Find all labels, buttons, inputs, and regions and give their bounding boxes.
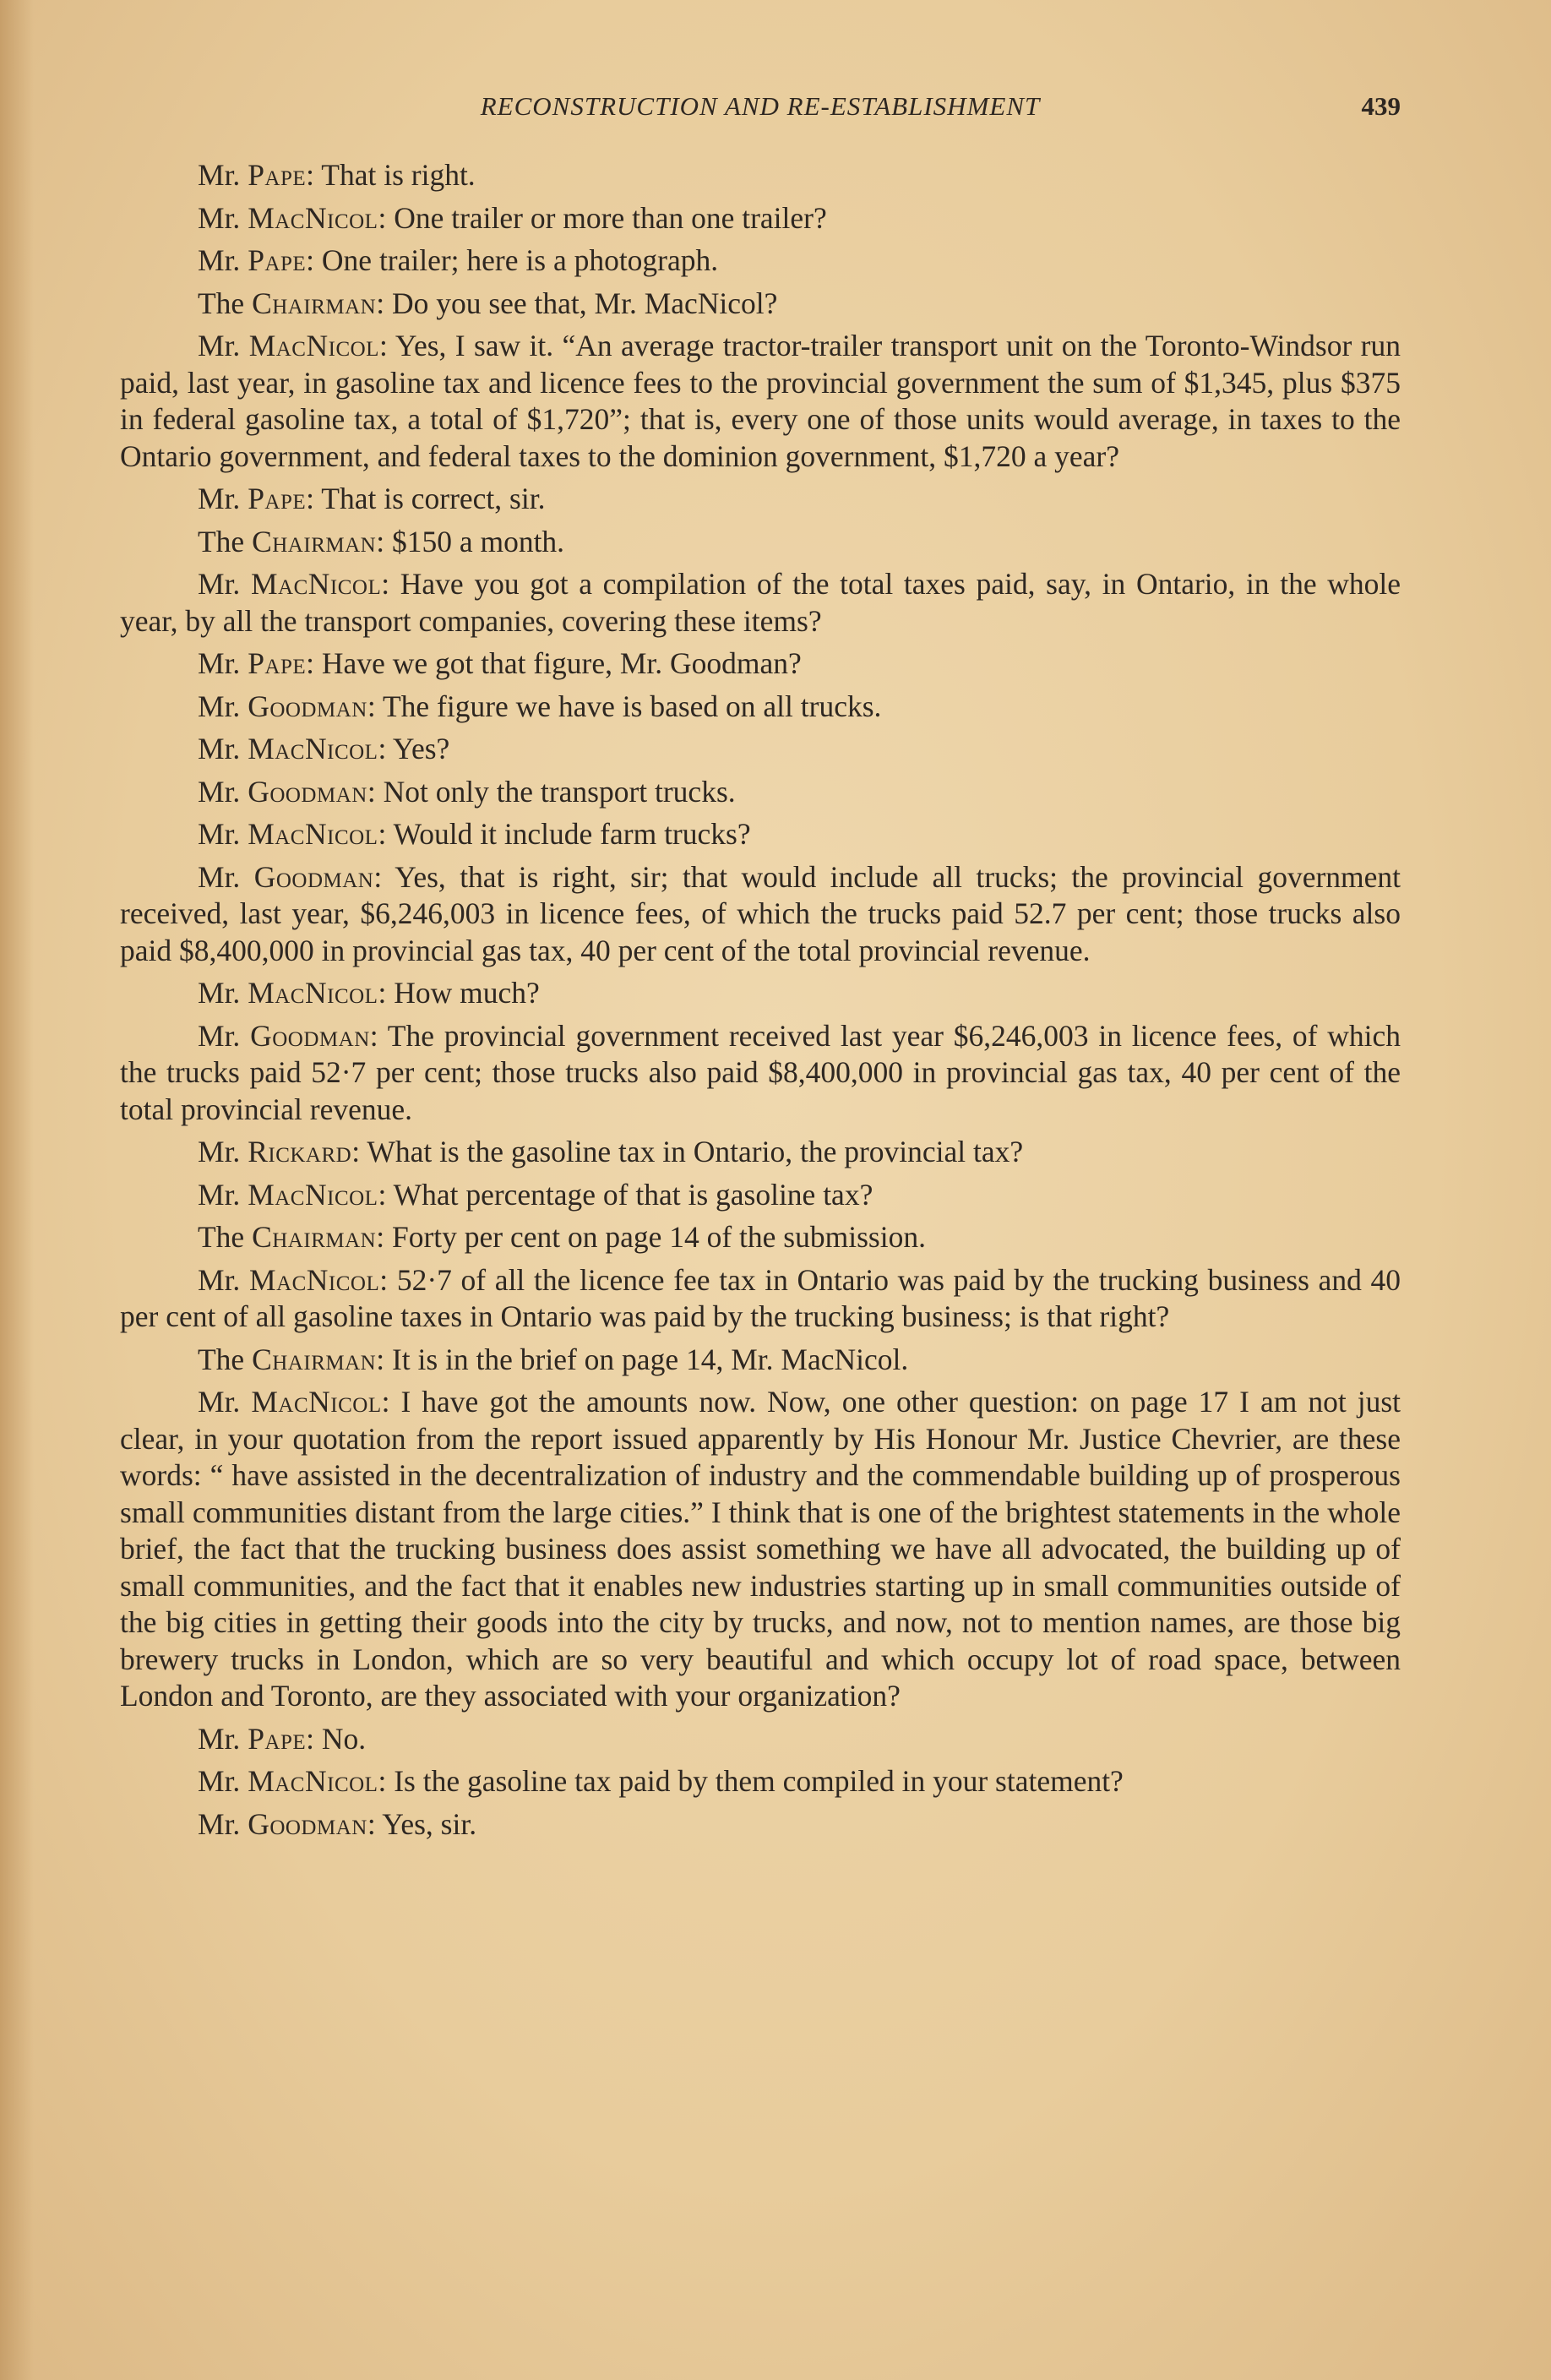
dialogue-paragraph: Mr. MacNicol: One trailer or more than one trailer? bbox=[198, 200, 827, 235]
dialogue-paragraph: The Chairman: Forty per cent on page 14 of the submission. bbox=[198, 1220, 926, 1254]
speech-text: One trailer or more than one trailer? bbox=[394, 200, 827, 235]
speaker-name: Rickard bbox=[248, 1135, 352, 1168]
speaker-name: Pape bbox=[248, 646, 307, 680]
transcript-body bbox=[120, 157, 1401, 1849]
speaker-name: Pape bbox=[248, 243, 307, 277]
speaker-title: Mr. bbox=[198, 976, 241, 1010]
dialogue-paragraph: Mr. MacNicol: Would it include farm trucks? bbox=[198, 817, 751, 851]
speaker-name: MacNicol bbox=[248, 200, 378, 235]
speaker-title: Mr. bbox=[198, 1764, 241, 1798]
speaker-title: Mr. bbox=[198, 1385, 241, 1419]
speaker-name: Goodman bbox=[248, 689, 367, 723]
speaker-title: The bbox=[198, 1220, 245, 1254]
speech-text: Do you see that, Mr. MacNicol? bbox=[391, 286, 778, 320]
speech-text: Not only the transport trucks. bbox=[383, 774, 736, 809]
speaker-name: Chairman bbox=[252, 524, 377, 558]
speaker-title: The bbox=[198, 1342, 245, 1376]
speech-text: I have got the amounts now. Now, one other question: on page 17 I am not just clear, in your quotation from the report issued apparently by His Honour Mr. Justice Chevrier, are these words: “ have assisted in the decentralization of industry and the commendable building up of prosperous small communities distant from the large cities.” I think that is one of the brightest statements in the whole brief, the fact that the trucking business does assist something we have all advocated, the building up of small communities, and the fact that it enables new industries starting up in small communities outside of the big cities in getting their goods into the city by trucks, and now, not to mention names, are those big brewery trucks in London, which are so very beautiful and which occupy lot of road space, between London and Toronto, are they associated with your organization? bbox=[120, 1385, 1401, 1713]
dialogue-paragraph: Mr. Goodman: Yes, sir. bbox=[198, 1806, 477, 1841]
page-number: 439 bbox=[1361, 91, 1401, 121]
running-title: RECONSTRUCTION AND RE-ESTABLISHMENT bbox=[480, 91, 1041, 121]
dialogue-paragraph: Mr. Pape: That is right. bbox=[198, 158, 476, 192]
speech-text: Have you got a compilation of the total taxes paid, say, in Ontario, in the whole year, by all the transport companies, covering these items? bbox=[120, 567, 1401, 638]
speech-text: Is the gasoline tax paid by them compiled in your statement? bbox=[394, 1764, 1124, 1798]
speaker-name: MacNicol bbox=[248, 1177, 378, 1212]
speaker-title: Mr. bbox=[198, 1018, 241, 1053]
dialogue-paragraph: Mr. Rickard: What is the gasoline tax in Ontario, the provincial tax? bbox=[198, 1135, 1024, 1168]
speech-text: Forty per cent on page 14 of the submission. bbox=[391, 1220, 926, 1254]
dialogue-paragraph: Mr. Goodman: Not only the transport trucks. bbox=[198, 774, 736, 809]
speaker-title: Mr. bbox=[198, 774, 241, 809]
speech-text: One trailer; here is a photograph. bbox=[321, 243, 719, 277]
speech-text: Would it include farm trucks? bbox=[393, 817, 751, 851]
speaker-title: Mr. bbox=[198, 200, 241, 235]
dialogue-paragraph: The Chairman: $150 a month. bbox=[198, 524, 565, 558]
speaker-title: Mr. bbox=[198, 243, 241, 277]
speaker-name: Goodman bbox=[250, 1018, 370, 1053]
page-header bbox=[120, 91, 1401, 133]
speaker-title: Mr. bbox=[198, 1177, 241, 1212]
dialogue-paragraph: Mr. Goodman: The provincial government received last year $6,246,003 in licence fees, of which the trucks paid 52·7 per cent; those trucks also paid $8,400,000 in provincial gas tax, 40 per cent of the total provincial revenue. bbox=[120, 1018, 1401, 1126]
dialogue-paragraph: Mr. Pape: That is correct, sir. bbox=[198, 482, 546, 515]
speech-text: Yes, I saw it. “An average tractor-trailer transport unit on the Toronto-Windsor run paid, last year, in gasoline tax and licence fees to the provincial government the sum of $1,345, plus $375 in federal gasoline tax, a total of $1,720”; that is, every one of those units would average, in taxes to the Ontario government, and federal taxes to the dominion government, $1,720 a year? bbox=[120, 329, 1401, 473]
speaker-name: Pape bbox=[248, 482, 307, 515]
speaker-name: MacNicol bbox=[248, 732, 378, 765]
speaker-title: The bbox=[198, 524, 245, 558]
speaker-name: Goodman bbox=[248, 1806, 367, 1841]
speaker-name: Goodman bbox=[248, 774, 367, 809]
dialogue-paragraph: Mr. MacNicol: Yes? bbox=[198, 732, 450, 765]
speaker-title: Mr. bbox=[198, 1806, 241, 1841]
speech-text: Have we got that figure, Mr. Goodman? bbox=[321, 646, 802, 680]
speaker-title: Mr. bbox=[198, 1262, 241, 1297]
dialogue-paragraph: Mr. Pape: Have we got that figure, Mr. Goodman? bbox=[198, 646, 802, 680]
speaker-name: MacNicol bbox=[248, 329, 379, 362]
speech-text: $150 a month. bbox=[391, 524, 565, 558]
speaker-name: MacNicol bbox=[248, 1764, 378, 1798]
speaker-name: MacNicol bbox=[248, 976, 378, 1010]
speech-text: That is right. bbox=[321, 158, 476, 192]
speaker-name: Chairman bbox=[252, 1342, 377, 1376]
speech-text: Yes? bbox=[392, 732, 450, 765]
dialogue-paragraph: Mr. MacNicol: Is the gasoline tax paid by them compiled in your statement? bbox=[198, 1764, 1124, 1798]
speaker-name: Pape bbox=[248, 1721, 307, 1756]
speaker-title: Mr. bbox=[198, 482, 241, 515]
speech-text: What is the gasoline tax in Ontario, the provincial tax? bbox=[367, 1135, 1024, 1168]
speaker-title: Mr. bbox=[198, 329, 241, 362]
speaker-name: Goodman bbox=[253, 859, 374, 894]
dialogue-paragraph: Mr. Goodman: Yes, that is right, sir; that would include all trucks; the provincial government received, last year, $6,246,003 in licence fees, of which the trucks paid 52.7 per cent; those trucks also paid $8,400,000 in provincial gas tax, 40 per cent of the total provincial revenue. bbox=[120, 859, 1401, 967]
speech-text: The provincial government received last year $6,246,003 in licence fees, of which the trucks paid 52·7 per cent; those trucks also paid $8,400,000 in provincial gas tax, 40 per cent of the total provincial revenue. bbox=[120, 1018, 1401, 1126]
speaker-name: MacNicol bbox=[250, 567, 382, 601]
dialogue-paragraph: Mr. Goodman: The figure we have is based on all trucks. bbox=[198, 689, 882, 723]
speech-text: It is in the brief on page 14, Mr. MacNicol. bbox=[391, 1342, 909, 1376]
dialogue-paragraph: The Chairman: Do you see that, Mr. MacNicol? bbox=[198, 286, 778, 320]
dialogue-paragraph: Mr. MacNicol: Have you got a compilation of the total taxes paid, say, in Ontario, in the whole year, by all the transport companies, covering these items? bbox=[120, 567, 1401, 638]
speaker-name: MacNicol bbox=[249, 1262, 380, 1297]
speaker-title: Mr. bbox=[198, 689, 241, 723]
speech-text: 52·7 of all the licence fee tax in Ontario was paid by the trucking business and 40 per cent of all gasoline taxes in Ontario was paid by the trucking business; is that right? bbox=[120, 1262, 1401, 1333]
speaker-title: Mr. bbox=[198, 1721, 241, 1756]
speech-text: That is correct, sir. bbox=[321, 482, 546, 515]
speaker-name: MacNicol bbox=[248, 817, 378, 851]
speaker-title: Mr. bbox=[198, 158, 241, 192]
speech-text: Yes, that is right, sir; that would include all trucks; the provincial government received, last year, $6,246,003 in licence fees, of which the trucks paid 52.7 per cent; those trucks also paid $8,400,000 in provincial gas tax, 40 per cent of the total provincial revenue. bbox=[120, 859, 1401, 967]
dialogue-paragraph: Mr. MacNicol: I have got the amounts now. Now, one other question: on page 17 I am not just clear, in your quotation from the report issued apparently by His Honour Mr. Justice Chevrier, are these words: “ have assisted in the decentralization of industry and the commendable building up of prosperous small communities distant from the large cities.” I think that is one of the brightest statements in the whole brief, the fact that the trucking business does assist something we have all advocated, the building up of small communities, and the fact that it enables new industries starting up in small communities outside of the big cities in getting their goods into the city by trucks, and now, not to mention names, are those big brewery trucks in London, which are so very beautiful and which occupy lot of road space, between London and Toronto, are they associated with your organization? bbox=[120, 1385, 1401, 1713]
speech-text: What percentage of that is gasoline tax? bbox=[393, 1177, 873, 1212]
dialogue-paragraph: The Chairman: It is in the brief on page 14, Mr. MacNicol. bbox=[198, 1342, 909, 1376]
speaker-title: Mr. bbox=[198, 817, 241, 851]
speech-text: Yes, sir. bbox=[382, 1806, 477, 1841]
dialogue-paragraph: Mr. MacNicol: Yes, I saw it. “An average tractor-trailer transport unit on the Toronto-Windsor run paid, last year, in gasoline tax and licence fees to the provincial government the sum of $1,345, plus $375 in federal gasoline tax, a total of $1,720”; that is, every one of those units would average, in taxes to the Ontario government, and federal taxes to the dominion government, $1,720 a year? bbox=[120, 329, 1401, 473]
speech-text: No. bbox=[321, 1721, 367, 1756]
speech-text: How much? bbox=[394, 976, 540, 1010]
speaker-title: The bbox=[198, 286, 245, 320]
speech-text: The figure we have is based on all trucks. bbox=[382, 689, 882, 723]
dialogue-paragraph: Mr. MacNicol: How much? bbox=[198, 976, 540, 1010]
dialogue-paragraph: Mr. Pape: One trailer; here is a photograph. bbox=[198, 243, 719, 277]
dialogue-paragraph: Mr. Pape: No. bbox=[198, 1721, 367, 1756]
speaker-title: Mr. bbox=[198, 732, 241, 765]
speaker-name: Pape bbox=[248, 158, 307, 192]
dialogue-paragraph: Mr. MacNicol: What percentage of that is gasoline tax? bbox=[198, 1177, 873, 1212]
speaker-title: Mr. bbox=[198, 567, 241, 601]
speaker-title: Mr. bbox=[198, 1135, 241, 1168]
speaker-name: Chairman bbox=[252, 1220, 377, 1254]
speaker-name: MacNicol bbox=[251, 1385, 382, 1419]
dialogue-paragraph: Mr. MacNicol: 52·7 of all the licence fee tax in Ontario was paid by the trucking business and 40 per cent of all gasoline taxes in Ontario was paid by the trucking business; is that right? bbox=[120, 1262, 1401, 1333]
speaker-title: Mr. bbox=[198, 646, 241, 680]
speaker-title: Mr. bbox=[198, 859, 241, 894]
speaker-name: Chairman bbox=[252, 286, 377, 320]
